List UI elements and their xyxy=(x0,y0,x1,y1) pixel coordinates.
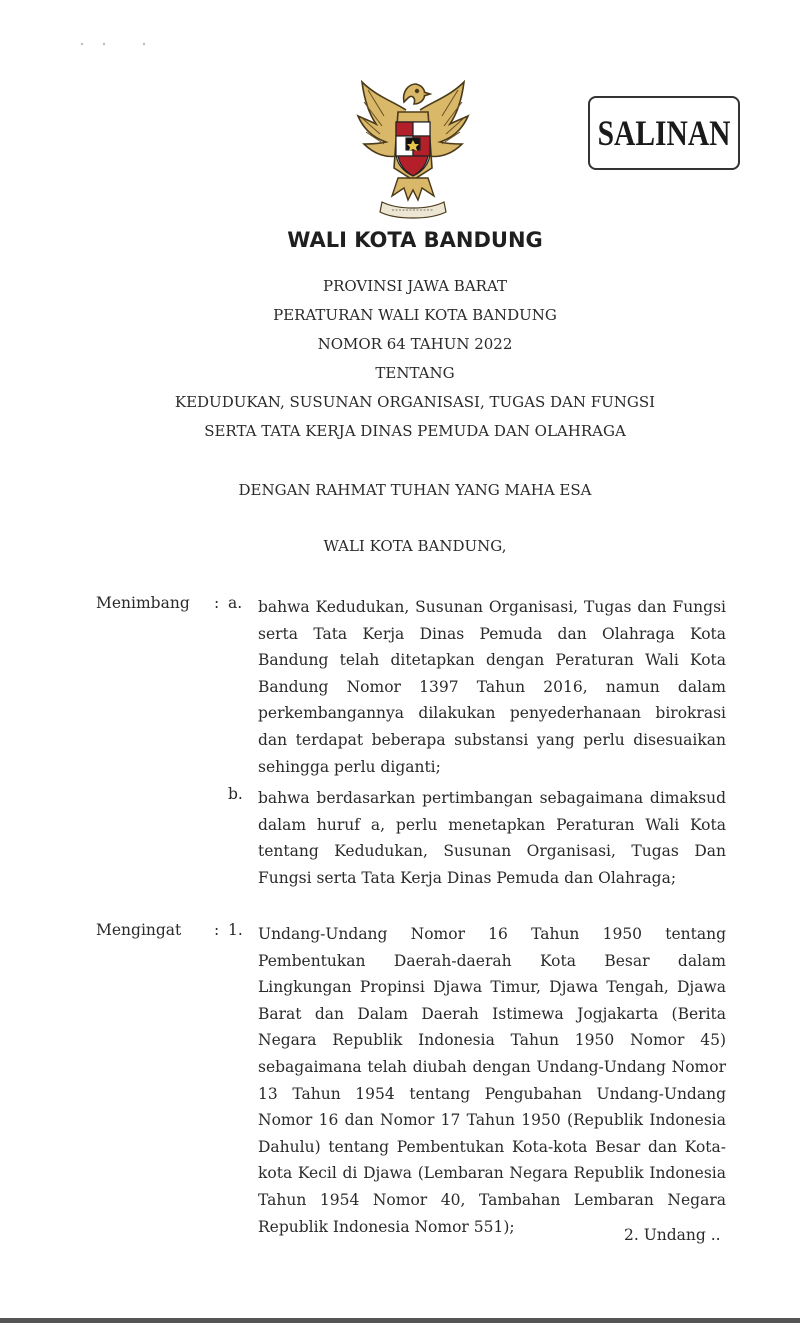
subject-line-2: SERTA TATA KERJA DINAS PEMUDA DAN OLAHRAGA xyxy=(204,422,626,440)
item-marker: a. xyxy=(228,594,243,612)
item-text: Undang-Undang Nomor 16 Tahun 1950 tentang Pembentukan Daerah-daerah Kota Besar dalam Lingkungan Propinsi Djawa Timur, Djawa Tengah, Djawa Barat dan Dalam Daerah Istimewa Jogjakarta (Berita Negara Republik Indonesia Tahun 1950 Nomor 45) sebagaimana telah diubah dengan Undang-Undang Nomor 13 Tahun 1954 tentang Pengubahan Undang-Undang Nomor 16 dan Nomor 17 Tahun 1950 (Republik Indonesia Dahulu) tentang Pembentukan Kota-kota Besar dan Kota-kota Kecil di Djawa (Lembaran Negara Republik Indonesia Tahun 1954 Nomor 40, Tambahan Lembaran Negara Republik Indonesia Nomor 551); xyxy=(258,925,726,1236)
garuda-emblem-icon xyxy=(354,72,472,222)
item-marker: b. xyxy=(228,785,243,803)
regulation-number-line: NOMOR 64 TAHUN 2022 xyxy=(317,335,513,353)
section-label: Mengingat xyxy=(96,921,182,939)
official-line: WALI KOTA BANDUNG, xyxy=(323,537,507,555)
regulation-header xyxy=(0,272,800,446)
item-text: bahwa berdasarkan pertimbangan sebagaimana dimaksud dalam huruf a, perlu menetapkan Peraturan Wali Kota tentang Kedudukan, Susunan Organisasi, Tugas Dan Fungsi serta Tata Kerja Dinas Pemuda dan Olahraga; xyxy=(258,789,726,887)
item-marker: 1. xyxy=(228,921,243,939)
item-text: bahwa Kedudukan, Susunan Organisasi, Tugas dan Fungsi serta Tata Kerja Dinas Pemuda dan Olahraga Kota Bandung telah ditetapkan dengan Peraturan Wali Kota Bandung Nomor 1397 Tahun 2016, namun dalam perkembangannya dilakukan penyederhanaan birokrasi dan terdapat beberapa substansi yang perlu disesuaikan sehingga perlu diganti; xyxy=(258,598,726,776)
subject-line-1: KEDUDUKAN, SUSUNAN ORGANISASI, TUGAS DAN FUNGSI xyxy=(174,393,656,411)
province-line: PROVINSI JAWA BARAT xyxy=(323,277,507,295)
scan-specks-icon xyxy=(78,40,168,48)
salinan-stamp xyxy=(588,96,740,170)
blessing-line: DENGAN RAHMAT TUHAN YANG MAHA ESA xyxy=(238,481,592,499)
scan-bottom-edge xyxy=(0,1318,800,1323)
page-title: WALI KOTA BANDUNG xyxy=(287,228,543,252)
regulation-type-line: PERATURAN WALI KOTA BANDUNG xyxy=(273,306,557,324)
section-colon: : xyxy=(214,594,220,612)
section-label: Menimbang xyxy=(96,594,190,612)
next-page-catchword: 2. Undang .. xyxy=(624,1226,721,1244)
section-colon: : xyxy=(214,921,220,939)
stamp-text: SALINAN xyxy=(597,113,731,153)
tentang-line: TENTANG xyxy=(375,364,455,382)
